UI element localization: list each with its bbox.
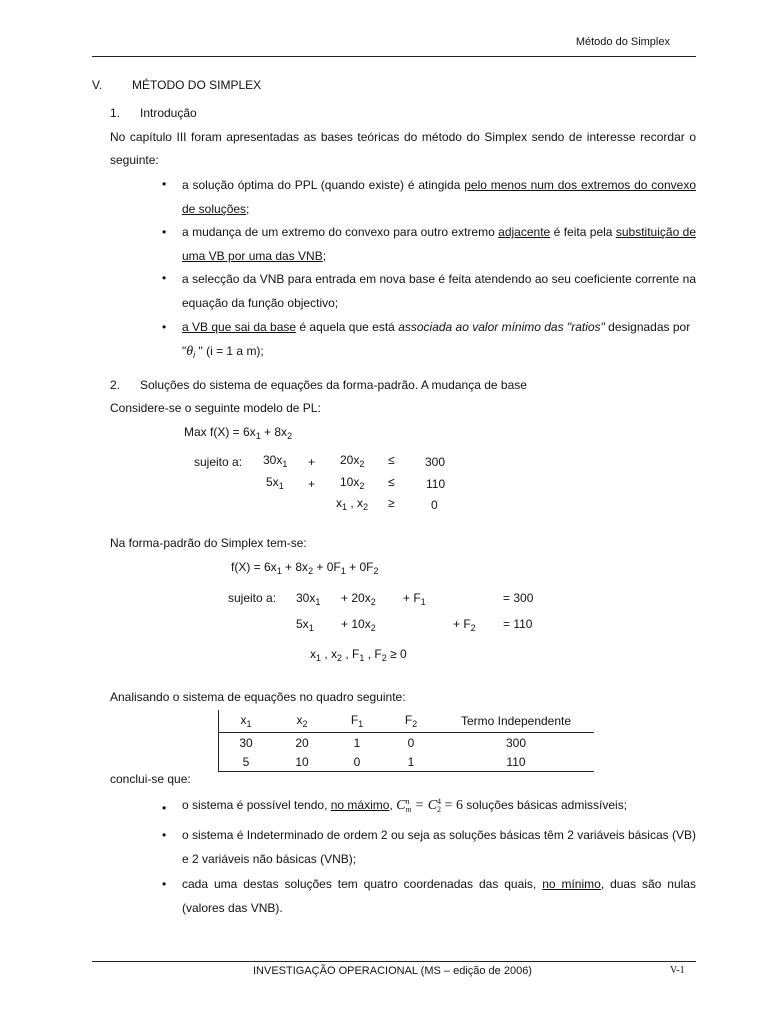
coefficients-table bbox=[218, 710, 594, 772]
table-cell: 10 bbox=[274, 752, 330, 772]
model-r2-rel: ≤ bbox=[388, 475, 395, 489]
bullet-4-text: a VB que sai da base é aquela que está associada ao valor mínimo das "ratios" designadas por "$\theta_i$ " (i = 1 a m); bbox=[182, 320, 691, 360]
table-header: $F_1$ bbox=[330, 710, 384, 733]
std-r2-b: + $10x_2$ bbox=[341, 617, 376, 633]
bullet-2-icon: • bbox=[162, 225, 167, 239]
std-r2-rhs: = 110 bbox=[503, 617, 533, 631]
model-r1-rel: ≤ bbox=[388, 453, 395, 467]
footer-text: INVESTIGAÇÃO OPERACIONAL (MS – edição de 2006) bbox=[253, 965, 532, 977]
section-number: V. bbox=[92, 78, 103, 92]
model-r2-a: $5x_1$ bbox=[266, 475, 284, 491]
model-intro: Considere-se o seguinte modelo de PL: bbox=[110, 401, 321, 415]
conclusion-2-icon: • bbox=[162, 828, 167, 842]
section-title: MÉTODO DO SIMPLEX bbox=[132, 78, 262, 92]
model-r1-plus: + bbox=[308, 455, 316, 469]
table-left-border bbox=[218, 710, 219, 772]
conclude-label: conclui-se que: bbox=[110, 772, 191, 786]
model-r1-b: $20x_2$ bbox=[340, 453, 365, 469]
subsection-2-number: 2. bbox=[110, 378, 121, 392]
bullet-1-text: a solução óptima do PPL (quando existe) é atingida pelo menos num dos extremos do convexo de soluções; bbox=[182, 178, 696, 216]
std-subject-label: sujeito a: bbox=[228, 591, 277, 605]
model-r1-a: $30x_1$ bbox=[263, 453, 288, 469]
model-subject-label: sujeito a: bbox=[194, 455, 243, 469]
table-cell: 20 bbox=[295, 735, 309, 750]
bullet-3-icon: • bbox=[162, 271, 167, 285]
bullet-3-text: a selecção da VNB para entrada em nova base é feita atendendo ao seu coeficiente corrente na equação da função objectivo; bbox=[182, 272, 696, 310]
model-r1-rhs: 300 bbox=[425, 455, 446, 469]
model-r2-b: $10x_2$ bbox=[340, 475, 365, 491]
bullet-2-text: a mudança de um extremo do convexo para outro extremo adjacente é feita pela substituição de uma VB por uma das VNB; bbox=[182, 225, 696, 263]
subsection-1-number: 1. bbox=[110, 106, 121, 120]
std-r1-b: + $20x_2$ bbox=[341, 591, 376, 607]
table-row bbox=[218, 752, 594, 772]
page-number: V-1 bbox=[670, 965, 685, 976]
analysis-intro: Analisando o sistema de equações no quadro seguinte: bbox=[110, 690, 406, 704]
model-r2-rhs: 110 bbox=[426, 477, 446, 491]
std-r2-a: $5x_1$ bbox=[296, 617, 314, 633]
bullet-1-icon: • bbox=[162, 177, 167, 191]
std-r1-rhs: = 300 bbox=[503, 591, 534, 605]
table-header: Termo Independente bbox=[438, 710, 594, 733]
conclusion-3-text: cada uma destas soluções tem quatro coordenadas das quais, no mínimo, duas são nulas (valores das VNB). bbox=[182, 877, 696, 915]
running-header: Método do Simplex bbox=[575, 36, 670, 48]
std-r1-a: $30x_1$ bbox=[296, 591, 321, 607]
table-cell: 0 bbox=[407, 735, 415, 750]
subsection-2-title: Soluções do sistema de equações da forma-padrão. A mudança de base bbox=[140, 378, 527, 392]
table-cell: 0 bbox=[330, 752, 384, 772]
model-r3-vars: $x_1$ , $x_2$ bbox=[336, 496, 369, 512]
table-header: $x_1$ bbox=[218, 710, 274, 733]
table-header: $F_2$ bbox=[384, 710, 438, 733]
std-objective: $f(X) = 6x_1 + 8x_2 + 0F_1 + 0F_2$ bbox=[231, 560, 379, 576]
conclusion-1-text: o sistema é possível tendo, no máximo, Cn m = C4 2 = 6 soluções básicas admissíveis; bbox=[182, 797, 628, 814]
table-cell: 300 bbox=[505, 735, 527, 750]
conclusion-3-icon: • bbox=[162, 877, 167, 891]
conclusion-1-icon: • bbox=[162, 801, 167, 815]
footer-rule bbox=[92, 961, 696, 962]
table-header: $x_2$ bbox=[274, 710, 330, 733]
header-rule bbox=[92, 56, 696, 57]
conclusion-2-text: o sistema é Indeterminado de ordem 2 ou seja as soluções básicas têm 2 variáveis básicas (VB) e 2 variáveis não básicas (VNB); bbox=[182, 828, 696, 866]
std-intro: Na forma-padrão do Simplex tem-se: bbox=[110, 536, 307, 550]
model-r2-plus: + bbox=[308, 477, 316, 491]
bullet-4-icon: • bbox=[162, 320, 167, 334]
table-cell: 1 bbox=[384, 752, 438, 772]
table-cell: 30 bbox=[239, 735, 253, 750]
table-cell: 5 bbox=[218, 752, 274, 772]
std-nonneg: $x_1$ , $x_2$ , $F_1$ , $F_2 \ge 0$ bbox=[310, 647, 407, 663]
intro-paragraph: No capítulo III foram apresentadas as bases teóricas do método do Simplex sendo de interesse recordar o seguinte: bbox=[110, 130, 696, 167]
model-r3-rel: ≥ bbox=[388, 496, 395, 510]
table-row bbox=[218, 733, 594, 753]
table-cell: 1 bbox=[353, 735, 361, 750]
subsection-1-title: Introdução bbox=[140, 106, 197, 120]
std-r2-c: + $F_2$ bbox=[453, 617, 476, 633]
std-r1-c: + $F_1$ bbox=[403, 591, 426, 607]
model-r3-rhs: 0 bbox=[431, 498, 438, 512]
model-objective: Max $f(X) = 6x_1 + 8x_2$ bbox=[184, 425, 293, 441]
table-cell: 110 bbox=[438, 752, 594, 772]
